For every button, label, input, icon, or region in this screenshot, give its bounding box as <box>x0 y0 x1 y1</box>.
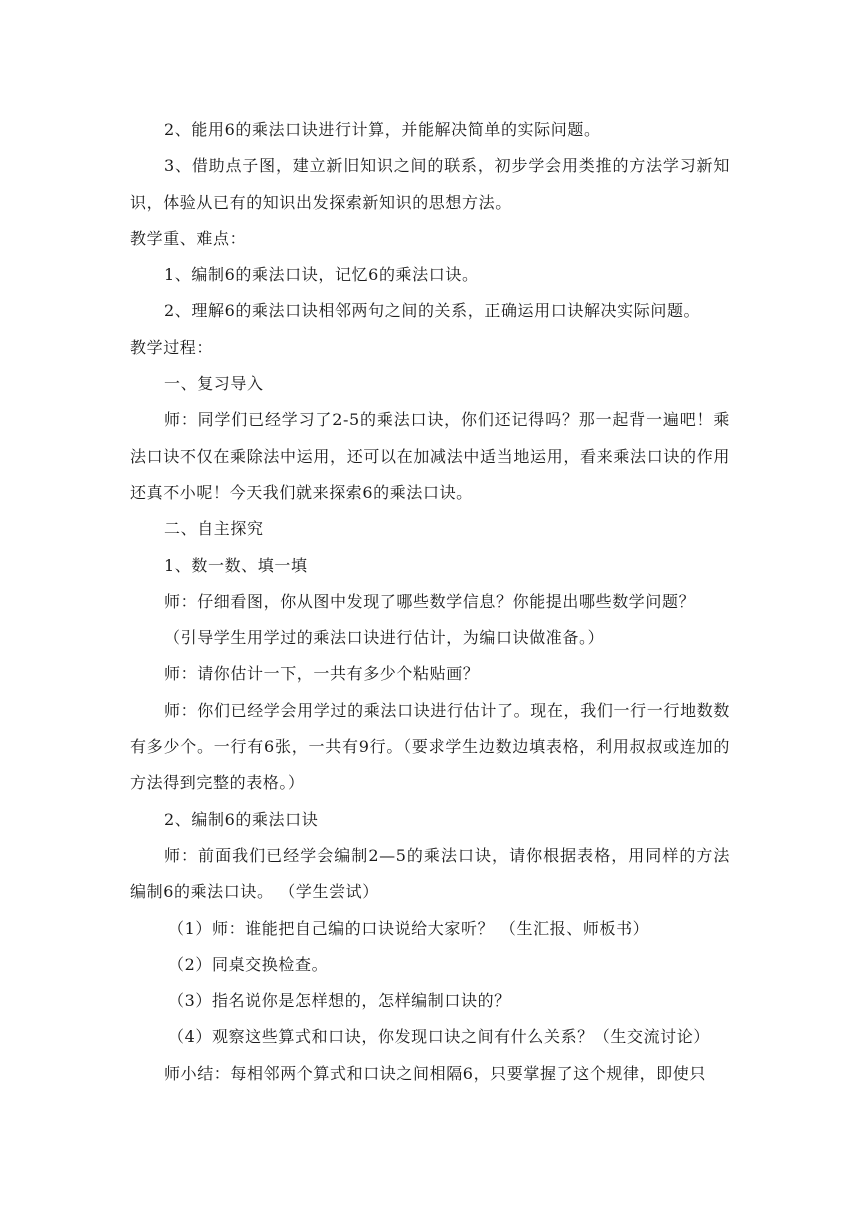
step-2-heading: 2、编制6的乘法口诀 <box>164 809 319 829</box>
part-1-heading: 一、复习导入 <box>164 374 264 394</box>
document-page <box>130 112 730 1092</box>
list-item-4: （4）观察这些算式和口诀，你发现口诀之间有什么关系？（生交流讨论） <box>168 1027 710 1047</box>
section-heading-key-points: 教学重、难点： <box>130 228 247 248</box>
paragraph-estimate: 师：请你估计一下，一共有多少个粘贴画？ <box>164 664 480 684</box>
key-point-2: 2、理解6的乘法口诀相邻两句之间的关系，正确运用口诀解决实际问题。 <box>164 301 701 321</box>
objective-2: 2、能用6的乘法口诀进行计算，并能解决简单的实际问题。 <box>164 120 601 139</box>
list-item-2: （2）同桌交换检查。 <box>168 954 329 974</box>
section-heading-process: 教学过程： <box>130 337 214 357</box>
paragraph-review: 师：同学们已经学习了2-5的乘法口诀，你们还记得吗？那一起背一遍吧！乘法口诀不仅在乘除法中运用，还可以在加减法中适当地运用，看来乘法口诀的作用还真不小呢！今天我们就来探索6的乘法口诀。 <box>130 410 730 502</box>
paragraph-summary: 师小结：每相邻两个算式和口诀之间相隔6，只要掌握了这个规律，即使只 <box>164 1063 706 1083</box>
key-point-1: 1、编制6的乘法口诀，记忆6的乘法口诀。 <box>164 265 479 285</box>
paragraph-count: 师：你们已经学会用学过的乘法口诀进行估计了。现在，我们一行一行地数数有多少个。一行有6张，一共有9行。（要求学生边数边填表格，利用叔叔或连加的方法得到完整的表格。） <box>130 700 730 793</box>
step-1-heading: 1、数一数、填一填 <box>164 555 308 575</box>
list-item-1: （1）师：谁能把自己编的口诀说给大家听？ （生汇报、师板书） <box>168 918 650 938</box>
paragraph-observe: 师：仔细看图，你从图中发现了哪些数学信息？你能提出哪些数学问题？ <box>164 591 696 611</box>
list-item-3: （3）指名说你是怎样想的，怎样编制口诀的？ <box>168 991 511 1011</box>
part-2-heading: 二、自主探究 <box>164 519 264 539</box>
paragraph-guide: （引导学生用学过的乘法口诀进行估计，为编口诀做准备。） <box>164 628 605 648</box>
paragraph-compile: 师：前面我们已经学会编制2—5的乘法口诀，请你根据表格，用同样的方法编制6的乘法口诀。 （学生尝试） <box>130 845 730 902</box>
objective-3: 3、借助点子图，建立新旧知识之间的联系，初步学会用类推的方法学习新知识，体验从已有的知识出发探索新知识的思想方法。 <box>130 156 730 212</box>
